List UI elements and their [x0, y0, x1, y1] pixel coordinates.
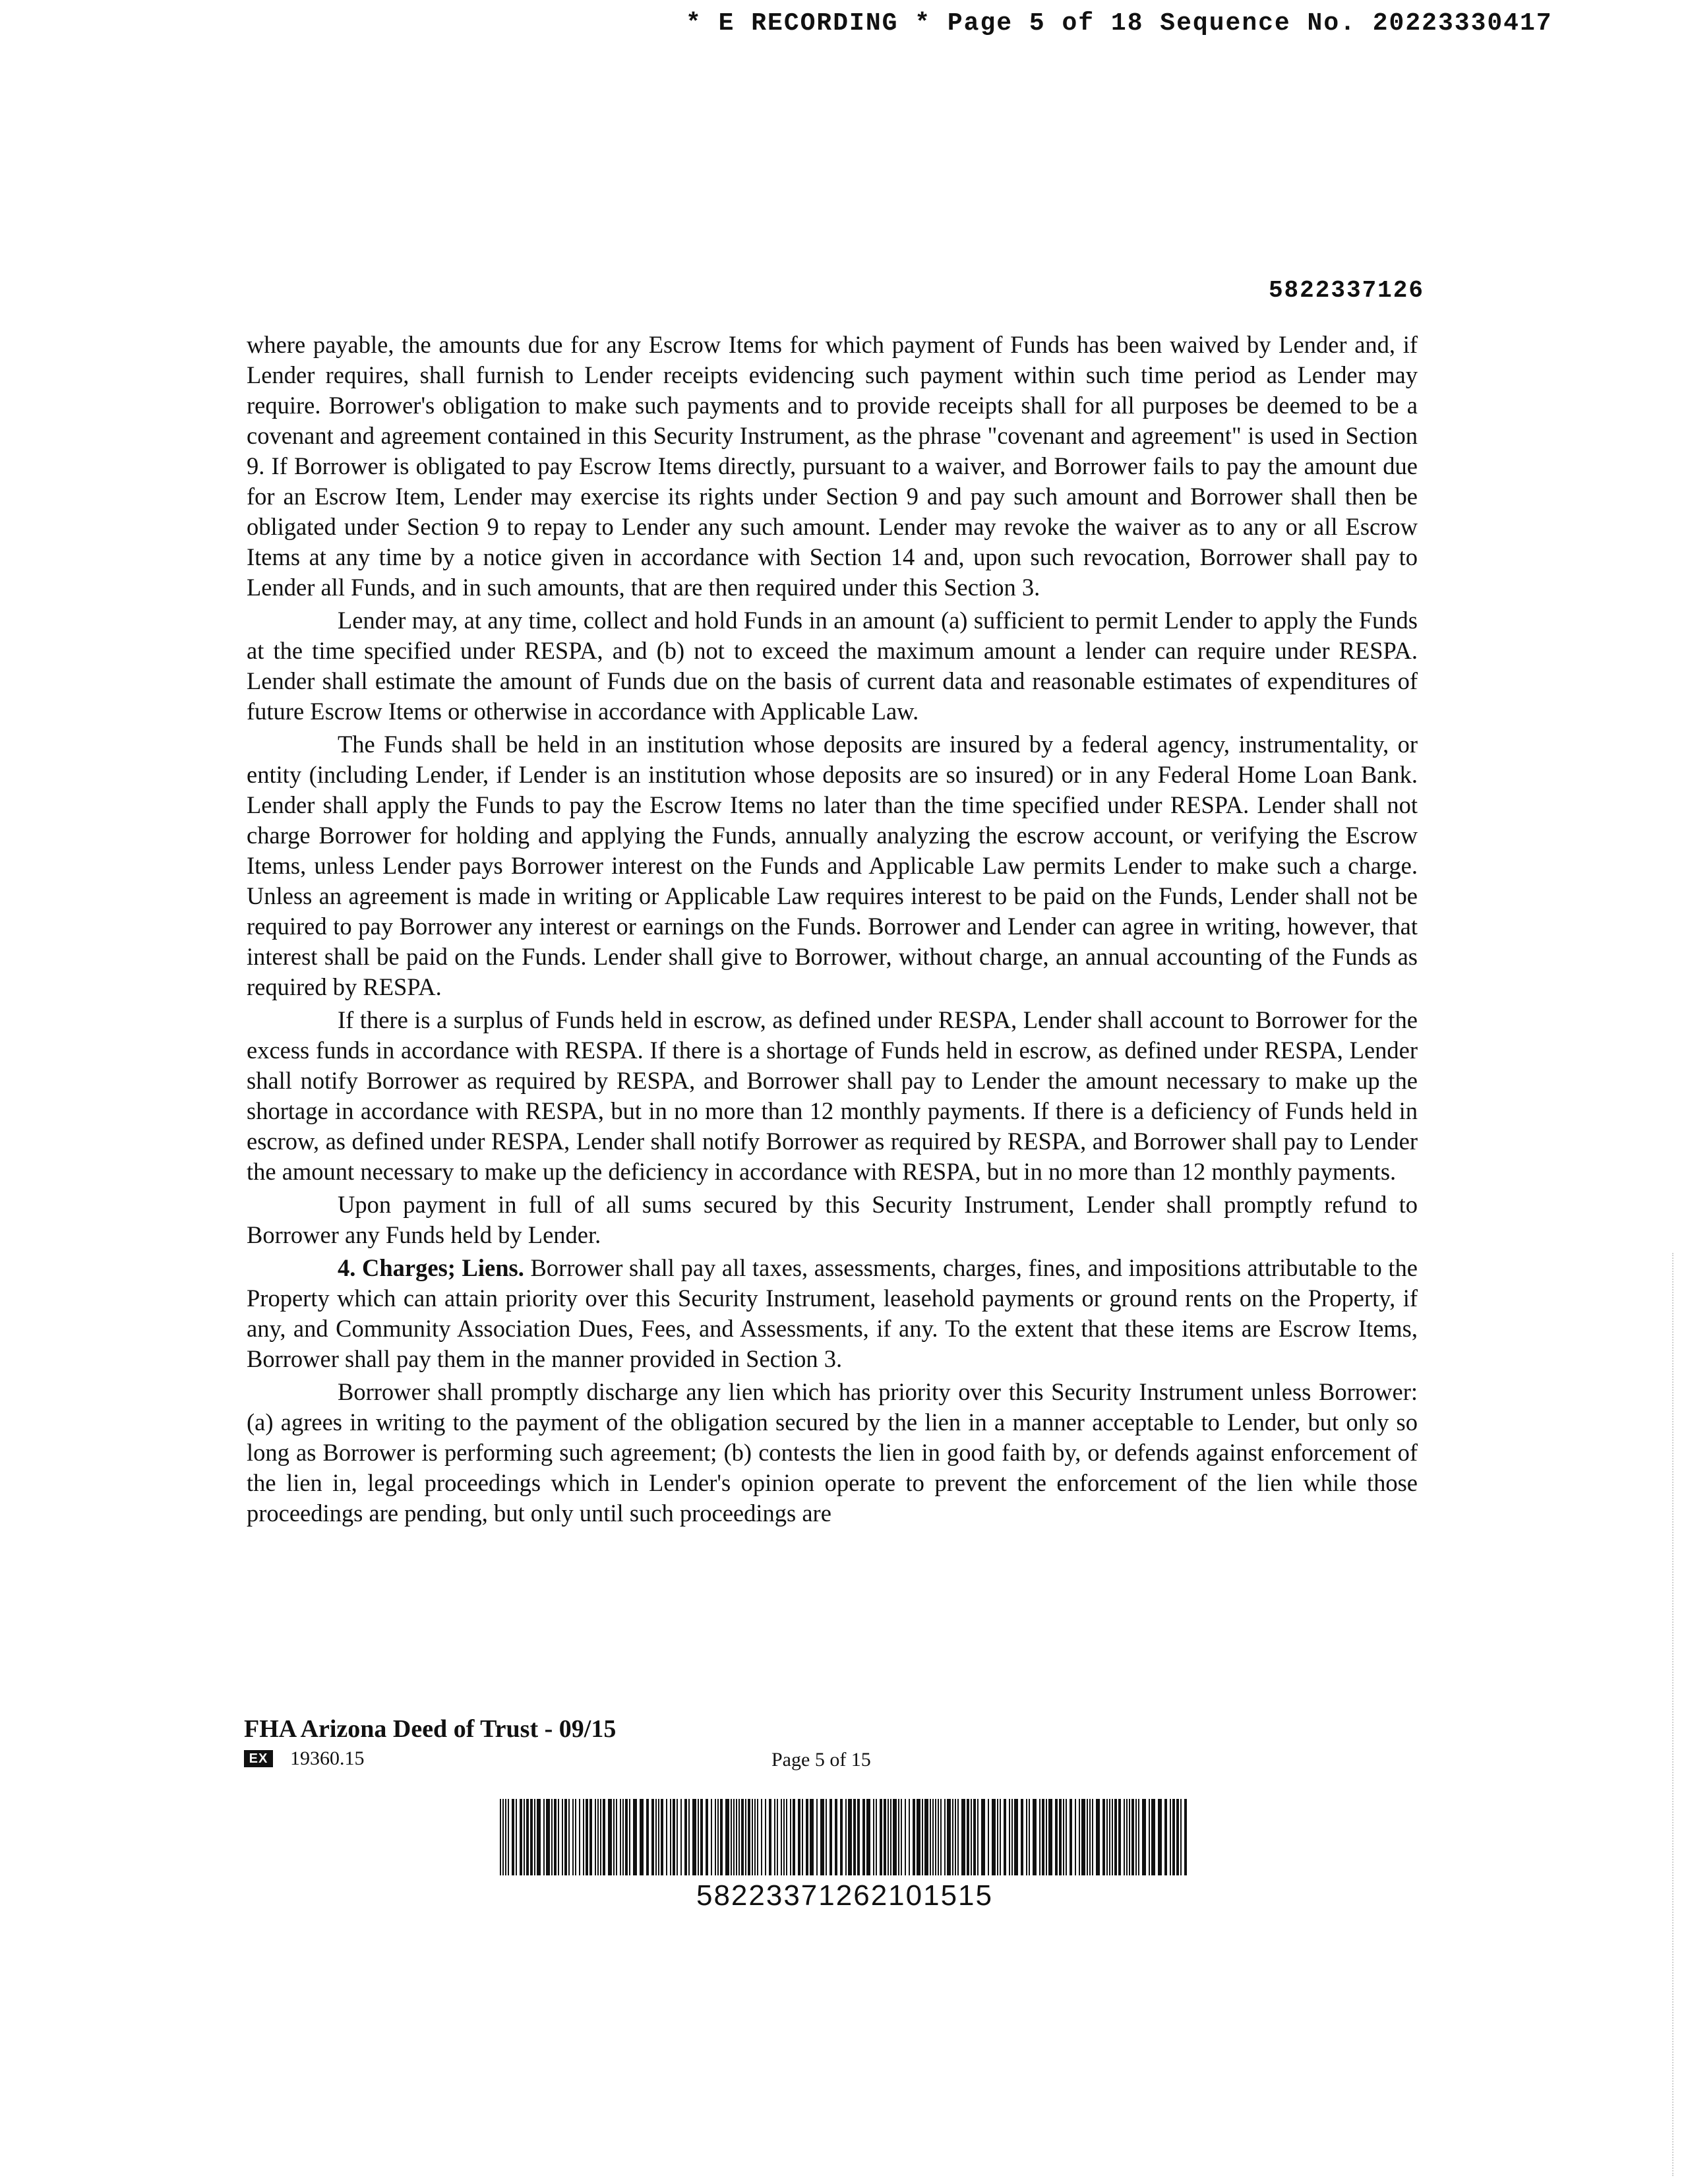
page-label: Page 5 of 15 [771, 1749, 871, 1771]
recording-header: * E RECORDING * Page 5 of 18 Sequence No. 20223330417 [686, 9, 1553, 38]
paragraph-collect-funds: Lender may, at any time, collect and hold Funds in an amount (a) sufficient to permit Lender to apply the Funds at the time specified under RESPA, and (b) not to exceed the maximum amount a lender can require under RESPA. Lender shall estimate the amount of Funds due on the basis of current data and reasonable estimates of expenditures of future Escrow Items or otherwise in accordance with Applicable Law. [247, 607, 1418, 725]
form-title: FHA Arizona Deed of Trust - 09/15 [244, 1715, 617, 1743]
paragraph-surplus-shortage: If there is a surplus of Funds held in escrow, as defined under RESPA, Lender shall account to Borrower for the excess funds in accordance with RESPA. If there is a shortage of Funds held in escrow, as defined under RESPA, Lender shall notify Borrower as required by RESPA, and Borrower shall pay to Lender the amount necessary to make up the shortage in accordance with RESPA, but in no more than 12 monthly payments. If there is a deficiency of Funds held in escrow, as defined under RESPA, Lender shall notify Borrower as required by RESPA, and Borrower shall pay to Lender the amount necessary to make up the deficiency in accordance with RESPA, but in no more than 12 monthly payments. [247, 1006, 1418, 1185]
paragraph-refund: Upon payment in full of all sums secured by this Security Instrument, Lender shall promptly refund to Borrower any Funds held by Lender. [247, 1191, 1418, 1248]
paragraph-escrow-waiver: where payable, the amounts due for any Escrow Items for which payment of Funds has been waived by Lender and, if Lender requires, shall furnish to Lender receipts evidencing such payment within such time period as Lender may require. Borrower's obligation to make such payments and to provide receipts shall for all purposes be deemed to be a covenant and agreement contained in this Security Instrument, as the phrase "covenant and agreement" is used in Section 9. If Borrower is obligated to pay Escrow Items directly, pursuant to a waiver, and Borrower fails to pay the amount due for an Escrow Item, Lender may exercise its rights under Section 9 and pay such amount and Borrower shall then be obligated under Section 9 to repay to Lender any such amount. Lender may revoke the waiver as to any or all Escrow Items at any time by a notice given in accordance with Section 14 and, upon such revocation, Borrower shall pay to Lender all Funds, and in such amounts, that are then required under this Section 3. [247, 331, 1418, 601]
barcode-number: 58223371262101515 [696, 1879, 993, 1912]
section-4-text: Borrower shall pay all taxes, assessments, charges, fines, and impositions attributable to the Property which can attain priority over this Security Instrument, leasehold payments or ground rents on the Property, if any, and Community Association Dues, Fees, and Assessments, if any. To the extent that these items are Escrow Items, Borrower shall pay them in the manner provided in Section 3. [247, 1254, 1418, 1372]
document-body [247, 330, 1418, 1531]
scan-edge-divider [1672, 1253, 1675, 2176]
paragraph-discharge-lien: Borrower shall promptly discharge any lien which has priority over this Security Instrument unless Borrower: (a) agrees in writing to the payment of the obligation secured by the lien in a manner acceptable to Lender, but only so long as Borrower is performing such agreement; (b) contests the lien in good faith by, or defends against enforcement of the lien in, legal proceedings which in Lender's opinion operate to prevent the enforcement of the lien while those proceedings are pending, but only until such proceedings are [247, 1378, 1418, 1527]
section-4-heading: 4. Charges; Liens. [338, 1254, 524, 1281]
paragraph-section-4 [247, 1253, 1418, 1374]
barcode-icon [500, 1799, 1190, 1875]
paragraph-funds-held: The Funds shall be held in an institution whose deposits are insured by a federal agency, instrumentality, or entity (including Lender, if Lender is an institution whose deposits are so insured) or in any Federal Home Loan Bank. Lender shall apply the Funds to pay the Escrow Items no later than the time specified under RESPA. Lender shall not charge Borrower for holding and applying the Funds, annually analyzing the escrow account, or verifying the Escrow Items, unless Lender pays Borrower interest on the Funds and Applicable Law permits Lender to make such a charge. Unless an agreement is made in writing or Applicable Law requires interest to be paid on the Funds, Lender shall not be required to pay Borrower any interest or earnings on the Funds. Borrower and Lender can agree in writing, however, that interest shall be paid on the Funds. Lender shall give to Borrower, without charge, an annual accounting of the Funds as required by RESPA. [247, 731, 1418, 1000]
form-code-row [244, 1747, 365, 1770]
form-code: 19360.15 [290, 1747, 365, 1769]
loan-number: 5822337126 [1268, 277, 1424, 304]
ellie-mae-logo-icon: EX [244, 1750, 273, 1767]
